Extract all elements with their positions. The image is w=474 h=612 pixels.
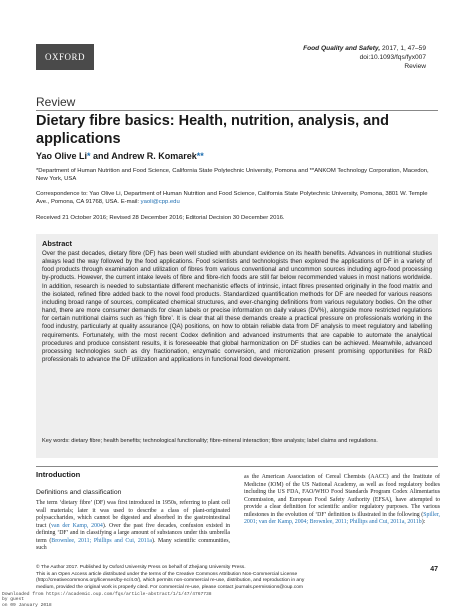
citation-link[interactable]: Brownlee, 2011; Phillips and Cui, 2011a	[51, 537, 152, 544]
footer-line: medium, provided the original work is properly cited. For commercial re-use, please contact journals.permissions@oup.com	[36, 585, 303, 591]
journal-doi[interactable]: doi:10.1093/fqs/fyx007	[359, 54, 426, 61]
intro-subheading: Definitions and classification	[36, 489, 122, 496]
author-2-mark: **	[196, 151, 204, 161]
right-column	[244, 474, 440, 527]
intro-heading: Introduction	[36, 470, 81, 479]
correspondence-text: Correspondence to: Yao Olive Li, Department of Human Nutrition and Food Science, California State Polytechnic University, Pomona, 3801 W. Temple Ave., Pomona, CA 91768, USA. E-mail:	[36, 191, 428, 205]
journal-name: Food Quality and Safety,	[303, 45, 381, 52]
body-text-segment: ):	[421, 519, 426, 525]
download-line: by guest	[2, 597, 25, 603]
abstract-heading: Abstract	[42, 239, 72, 248]
footer-line: This is an Open Access article distributed under the terms of the Creative Commons Attribution Non-Commercial License	[36, 571, 298, 577]
download-line: on 09 January 2018	[2, 602, 52, 608]
journal-cite: 2017, 1, 47–59	[380, 45, 426, 52]
authors	[36, 151, 204, 161]
citation-link[interactable]: van der Kamp, 2004	[51, 522, 103, 529]
correspondence-email[interactable]: yaoli@cpp.edu	[140, 199, 180, 205]
intro-paragraph-right	[244, 474, 440, 527]
authors-and: and	[90, 151, 112, 161]
header-divider	[36, 110, 438, 111]
body-text-segment: The term ‘dietary fibre’ (DF) was first introduced in 1950s, referring to plant cell wall materials; later it was used to describe a class of plant-originated polysaccharides, which cannot be digested and absorbed in the gastrointestinal tract (	[36, 500, 230, 529]
article-title: Dietary fibre basics: Health, nutrition, analysis, and applications	[36, 113, 389, 147]
journal-info	[303, 44, 426, 71]
oxford-logo	[36, 44, 94, 70]
citation-link[interactable]: Spiller, 2001; van der Kamp, 2004; Brownlee, 2011; Phillips and Cui, 2011a, 2011b	[244, 511, 440, 525]
footer-line: © The Author 2017. Published by Oxford University Press on behalf of Zhejiang University Press.	[36, 565, 246, 570]
body-text-segment: as the American Association of Cereal Chemists (AACC) and the Institute of Medicine (IOM) of the US National Academy, as well as food regulatory bodies including the US FDA, FAO/WHO Food Standards Program Codex Alimentarius Commission, and European Food Safety Authority (EFSA), have attempted to provide a clear definition for scientific and/or regulatory purposes. The various milestones in the evolution of ‘DF’ definition is illustrated in the following (	[244, 474, 440, 518]
footer-line[interactable]: (http://creativecommons.org/licenses/by-nc/4.0/), which permits non-commercial re-use, distribution, and reproduction in any	[36, 578, 305, 584]
received-dates: Received 21 October 2016; Revised 28 December 2016; Editorial Decision 30 December 2016.	[36, 215, 285, 221]
author-1-mark: *	[87, 151, 91, 161]
page-number: 47	[430, 566, 438, 573]
license-footer	[36, 565, 440, 592]
abstract-text: Over the past decades, dietary fibre (DF) has been well studied with abundant evidence on its health benefits. Advances in nutritional studies always lead the way followed by the food applications. Food scientists and technologists then explored the applications of DF in a variety of food products through examination and utilization of fibres from various conventional and uncommon sources including agro-food processing by-products. However, the current intake levels of fibre and fibre-rich foods are still far below recommended values in most nations worldwide. In addition, research is needed to substantiate different mechanistic effects of intrinsic, intact fibres presented originally in the food matrix and the isolated, refined fibre added back to the novel food products. Standardized quantification methods for DF are needed for various reasons including broad range of sources, complicated chemical structures, and ever-changing definitions from various regulatory bodies. On the other hand, there are more consumer demands for clean labels or precise information on daily values (DV%), alongside more restricted regulations for certain nutritional claims such as ‘high fibre’. It is clear that all these demands create a practical pressure on professionals working in the food industry, particularly at quality assurance (QA) positions, on how to obtain reliable data from DF analysis to meet regulatory and labelling requirements. Fortunately, with the most recent Codex definition and advanced instruments that are capable to automate the analytical procedures and produce consistent results, it is foreseeable that global harmonization on DF studies can be achieved. Meanwhile, advanced processing technologies such as dry fractionation, enzymatic conversion, and micronization present promising opportunities for R&D professionals to advance the DF utilization and applications in functional food development.	[42, 250, 432, 364]
abstract-divider	[36, 466, 438, 467]
section-label: Review	[36, 95, 76, 109]
affiliation: *Department of Human Nutrition and Food Science, California State Polytechnic University, Pomona and **ANKOM Technology Corporation, Macedon, New York, USA	[36, 168, 429, 182]
article-type: Review	[404, 63, 426, 70]
correspondence	[36, 190, 440, 206]
author-1[interactable]: Yao Olive Li	[36, 151, 88, 161]
download-stamp	[2, 592, 212, 608]
body-text-segment: ). Many scientific communities, such	[36, 537, 230, 551]
intro-paragraph-left	[36, 500, 230, 553]
keywords: Key words: dietary fibre; health benefits; technological functionality; fibre-mineral interaction; fibre analysis; label claims and regulations.	[42, 438, 378, 444]
author-2[interactable]: Andrew R. Komarek	[111, 151, 197, 161]
left-column	[36, 470, 230, 553]
logo-text: OXFORD	[44, 52, 85, 62]
body-text-segment: ). Over the past five decades, confusion existed in defining ‘DF’ and in classifying a large amount of substances under this umbrella term (	[36, 522, 231, 544]
download-line: Downloaded from https://academic.oup.com/fqs/article-abstract/1/1/47/4767738	[2, 592, 212, 597]
